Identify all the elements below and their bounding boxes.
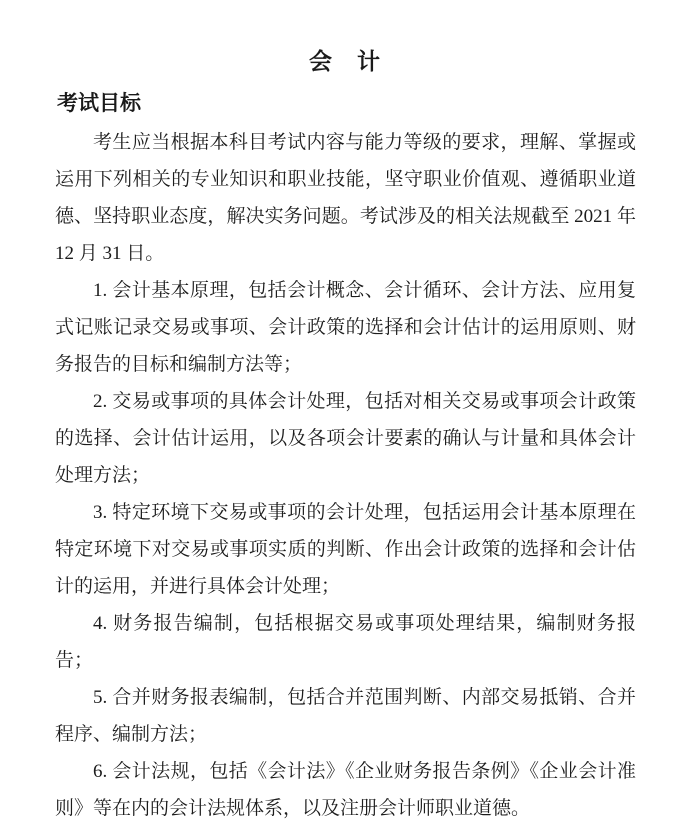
- section-heading: 考试目标: [57, 92, 141, 115]
- document-body: [55, 124, 636, 827]
- paragraph-intro: 考生应当根据本科目考试内容与能力等级的要求，理解、掌握或运用下列相关的专业知识和职业技能，坚守职业价值观、遵循职业道德、坚持职业态度，解决实务问题。考试涉及的相关法规截至 2021 年 12 月 31 日。: [55, 132, 636, 264]
- page-title: 会 计: [309, 48, 381, 74]
- paragraph-item-1: 1. 会计基本原理，包括会计概念、会计循环、会计方法、应用复式记账记录交易或事项、会计政策的选择和会计估计的运用原则、财务报告的目标和编制方法等；: [55, 280, 636, 375]
- paragraph-item-3: 3. 特定环境下交易或事项的会计处理，包括运用会计基本原理在特定环境下对交易或事项实质的判断、作出会计政策的选择和会计估计的运用，并进行具体会计处理；: [55, 502, 636, 597]
- paragraph-item-6: 6. 会计法规，包括《会计法》《企业财务报告条例》《企业会计准则》等在内的会计法规体系，以及注册会计师职业道德。: [55, 761, 636, 819]
- paragraph-item-4: 4. 财务报告编制，包括根据交易或事项处理结果，编制财务报告；: [55, 613, 636, 671]
- paragraph-item-2: 2. 交易或事项的具体会计处理，包括对相关交易或事项会计政策的选择、会计估计运用，以及各项会计要素的确认与计量和具体会计处理方法；: [55, 391, 636, 486]
- paragraph-item-5: 5. 合并财务报表编制，包括合并范围判断、内部交易抵销、合并程序、编制方法；: [55, 687, 636, 745]
